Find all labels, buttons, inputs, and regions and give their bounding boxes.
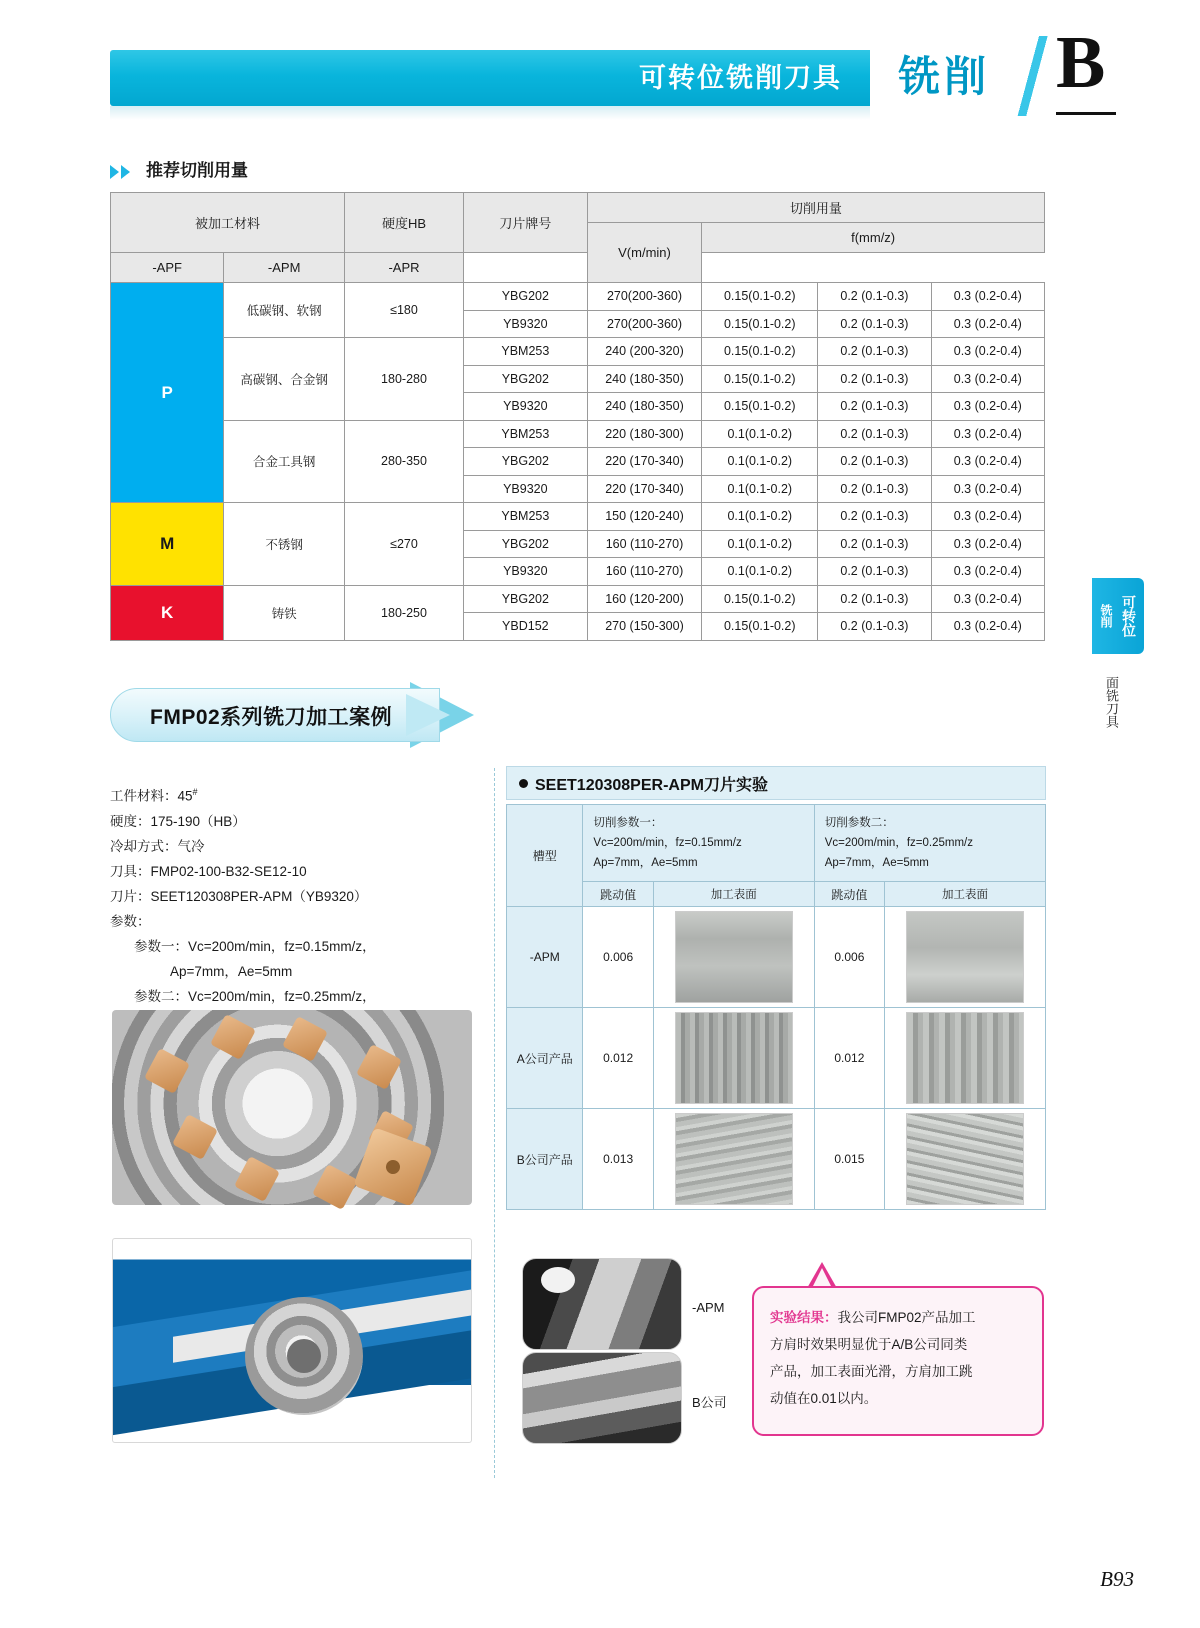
row-surface1-1 — [653, 1008, 814, 1109]
table-row — [111, 503, 1045, 531]
th-hardness: 硬度HB — [345, 193, 464, 253]
section-title: 推荐切削用量 — [146, 161, 248, 180]
group-code-P: P — [111, 283, 224, 503]
banner-title: FMP02系列铣刀加工案例 — [150, 706, 393, 729]
cell-apr: 0.3 (0.2-0.4) — [931, 585, 1044, 613]
cell-apm: 0.2 (0.1-0.3) — [818, 613, 931, 641]
cell-hardness: ≤270 — [345, 503, 464, 586]
cell-apm: 0.2 (0.1-0.3) — [818, 283, 931, 311]
cell-grade: YBM253 — [463, 503, 587, 531]
cell-apm: 0.2 (0.1-0.3) — [818, 393, 931, 421]
cell-apf: 0.1(0.1-0.2) — [702, 475, 818, 503]
header-chapter-cn: 铣削 — [898, 53, 991, 100]
cell-grade: YB9320 — [463, 475, 587, 503]
cell-v: 240 (200-320) — [587, 338, 702, 366]
table-row — [111, 338, 1045, 366]
cell-apf: 0.15(0.1-0.2) — [702, 310, 818, 338]
spec-line-tool: 刀具：FMP02-100-B32-SE12-10 — [110, 863, 307, 879]
th-cutting: 切削用量 — [587, 193, 1044, 223]
cell-apm: 0.2 (0.1-0.3) — [818, 530, 931, 558]
experiment-result-callout — [752, 1286, 1044, 1436]
spec-line-insert: 刀片：SEET120308PER-APM（YB9320） — [110, 888, 368, 904]
cell-hardness: 180-280 — [345, 338, 464, 421]
spec-line-param1b: Ap=7mm，Ae=5mm — [170, 963, 293, 979]
row-runout1-1: 0.012 — [583, 1008, 653, 1109]
th-apf: -APF — [111, 253, 224, 283]
row-runout1-0: 0.006 — [583, 907, 653, 1008]
cell-v: 160 (120-200) — [587, 585, 702, 613]
table-header-row-1 — [111, 193, 1045, 223]
cell-v: 150 (120-240) — [587, 503, 702, 531]
group-code-M: M — [111, 503, 224, 586]
cell-material: 低碳钢、软钢 — [224, 283, 345, 338]
cell-v: 220 (170-340) — [587, 475, 702, 503]
experiment-subheader-row — [507, 882, 1046, 907]
vertical-divider — [494, 768, 495, 1478]
callout-heading: 实验结果： — [770, 1310, 838, 1325]
table-header-row-3 — [111, 253, 1045, 283]
cell-grade: YBG202 — [463, 365, 587, 393]
cell-apr: 0.3 (0.2-0.4) — [931, 393, 1044, 421]
side-tab[interactable] — [1092, 578, 1144, 654]
cell-material: 高碳钢、合金钢 — [224, 338, 345, 421]
cell-apf: 0.1(0.1-0.2) — [702, 420, 818, 448]
cell-apr: 0.3 (0.2-0.4) — [931, 530, 1044, 558]
cell-apm: 0.2 (0.1-0.3) — [818, 365, 931, 393]
row-surface2-1 — [885, 1008, 1046, 1109]
banner-arrow-inner-icon — [406, 694, 450, 736]
cell-v: 240 (180-350) — [587, 365, 702, 393]
page-number: B93 — [1100, 1567, 1134, 1591]
experiment-title: SEET120308PER-APM刀片实验 — [535, 776, 768, 794]
cell-material: 铸铁 — [224, 585, 345, 640]
side-tab-line2: 可转位 — [1121, 595, 1137, 637]
cell-grade: YBM253 — [463, 338, 587, 366]
table-row — [111, 420, 1045, 448]
table-row — [507, 907, 1046, 1008]
company-b-sample-photo — [522, 1352, 682, 1444]
cell-apm: 0.2 (0.1-0.3) — [818, 310, 931, 338]
cell-apr: 0.3 (0.2-0.4) — [931, 448, 1044, 476]
subheader-surface-1: 加工表面 — [653, 882, 814, 907]
header-chapter-letter: B — [1056, 22, 1106, 104]
table-row — [507, 1008, 1046, 1109]
cell-apr: 0.3 (0.2-0.4) — [931, 338, 1044, 366]
cell-grade: YBM253 — [463, 420, 587, 448]
cell-v: 220 (180-300) — [587, 420, 702, 448]
cell-apr: 0.3 (0.2-0.4) — [931, 613, 1044, 641]
face-mill-photo — [112, 1010, 472, 1205]
cell-grade: YBG202 — [463, 585, 587, 613]
spec-line-material: 工件材料：45# — [110, 787, 198, 804]
row-runout2-0: 0.006 — [814, 907, 884, 1008]
cell-grade: YBD152 — [463, 613, 587, 641]
callout-line-3: 动值在0.01以内。 — [770, 1391, 878, 1406]
insert-closeup — [353, 1127, 432, 1206]
th-f: f(mm/z) — [702, 223, 1045, 253]
cell-v: 160 (110-270) — [587, 558, 702, 586]
side-tab-line1: 铣削 — [1099, 604, 1113, 628]
cell-grade: YB9320 — [463, 310, 587, 338]
cell-grade: YBG202 — [463, 530, 587, 558]
cell-apm: 0.2 (0.1-0.3) — [818, 420, 931, 448]
experiment-groove-label: 槽型 — [507, 805, 583, 907]
header-title: 可转位铣削刀具 — [639, 63, 842, 93]
row-surface2-2 — [885, 1109, 1046, 1210]
cell-hardness: 280-350 — [345, 420, 464, 503]
cell-apm: 0.2 (0.1-0.3) — [818, 558, 931, 586]
cell-grade: YBG202 — [463, 448, 587, 476]
row-runout2-1: 0.012 — [814, 1008, 884, 1109]
row-name-2: B公司产品 — [507, 1109, 583, 1210]
machining-demo-photo — [112, 1238, 472, 1443]
cell-grade: YB9320 — [463, 558, 587, 586]
table-row — [111, 585, 1045, 613]
cell-material: 合金工具钢 — [224, 420, 345, 503]
cell-apf: 0.1(0.1-0.2) — [702, 530, 818, 558]
row-name-1: A公司产品 — [507, 1008, 583, 1109]
cell-grade: YBG202 — [463, 283, 587, 311]
group-code-K: K — [111, 585, 224, 640]
cell-apm: 0.2 (0.1-0.3) — [818, 585, 931, 613]
cell-apf: 0.15(0.1-0.2) — [702, 338, 818, 366]
cell-apr: 0.3 (0.2-0.4) — [931, 475, 1044, 503]
subheader-runout-1: 跳动值 — [583, 882, 653, 907]
cell-v: 160 (110-270) — [587, 530, 702, 558]
row-runout1-2: 0.013 — [583, 1109, 653, 1210]
callout-line-0: 我公司FMP02产品加工 — [837, 1310, 976, 1325]
callout-line-2: 产品，加工表面光滑，方肩加工跳 — [770, 1364, 973, 1379]
table-row — [507, 1109, 1046, 1210]
cell-apf: 0.15(0.1-0.2) — [702, 393, 818, 421]
page-header — [0, 0, 1200, 130]
header-bar-shadow — [110, 106, 870, 120]
cell-apm: 0.2 (0.1-0.3) — [818, 448, 931, 476]
cell-apf: 0.1(0.1-0.2) — [702, 448, 818, 476]
subheader-runout-2: 跳动值 — [814, 882, 884, 907]
spec-line-param2: 参数二：Vc=200m/min，fz=0.25mm/z， — [134, 988, 376, 1004]
spec-line-params: 参数： — [110, 913, 151, 929]
th-material: 被加工材料 — [111, 193, 345, 253]
experiment-param1-cell: 切削参数一： Vc=200m/min，fz=0.15mm/z Ap=7mm，Ae=5mm — [583, 805, 814, 882]
apm-sample-photo — [522, 1258, 682, 1350]
cell-apm: 0.2 (0.1-0.3) — [818, 503, 931, 531]
subheader-surface-2: 加工表面 — [885, 882, 1046, 907]
spec-line-cooling: 冷却方式：气冷 — [110, 838, 205, 854]
case-spec-list — [110, 780, 490, 1034]
bullet-dot-icon — [519, 779, 528, 788]
cell-grade: YB9320 — [463, 393, 587, 421]
cell-apr: 0.3 (0.2-0.4) — [931, 420, 1044, 448]
cell-apr: 0.3 (0.2-0.4) — [931, 558, 1044, 586]
cell-apf: 0.15(0.1-0.2) — [702, 283, 818, 311]
th-v: V(m/min) — [587, 223, 702, 283]
cell-hardness: ≤180 — [345, 283, 464, 338]
row-name-0: -APM — [507, 907, 583, 1008]
cell-apf: 0.15(0.1-0.2) — [702, 585, 818, 613]
th-apm: -APM — [224, 253, 345, 283]
cell-apf: 0.15(0.1-0.2) — [702, 365, 818, 393]
cell-apr: 0.3 (0.2-0.4) — [931, 365, 1044, 393]
table-row — [111, 283, 1045, 311]
cell-v: 270(200-360) — [587, 310, 702, 338]
apm-sample-label: -APM — [692, 1300, 725, 1315]
experiment-panel — [506, 766, 1046, 1210]
case-banner — [110, 688, 540, 742]
cell-apm: 0.2 (0.1-0.3) — [818, 338, 931, 366]
cell-apr: 0.3 (0.2-0.4) — [931, 310, 1044, 338]
experiment-title-bar — [506, 766, 1046, 800]
cell-v: 220 (170-340) — [587, 448, 702, 476]
cell-apm: 0.2 (0.1-0.3) — [818, 475, 931, 503]
header-underline — [1056, 112, 1116, 115]
callout-line-1: 方肩时效果明显优于A/B公司同类 — [770, 1337, 968, 1352]
row-surface1-2 — [653, 1109, 814, 1210]
cell-apf: 0.15(0.1-0.2) — [702, 613, 818, 641]
company-b-sample-label: B公司 — [692, 1395, 727, 1410]
row-surface1-0 — [653, 907, 814, 1008]
side-tab-sub: 面铣刀具 — [1104, 676, 1119, 728]
cell-material: 不锈钢 — [224, 503, 345, 586]
cell-v: 240 (180-350) — [587, 393, 702, 421]
row-surface2-0 — [885, 907, 1046, 1008]
experiment-param-header-row — [507, 805, 1046, 882]
header-slash-icon — [1012, 36, 1052, 116]
cell-v: 270 (150-300) — [587, 613, 702, 641]
th-apr: -APR — [345, 253, 464, 283]
cell-apr: 0.3 (0.2-0.4) — [931, 283, 1044, 311]
cell-hardness: 180-250 — [345, 585, 464, 640]
cell-v: 270(200-360) — [587, 283, 702, 311]
experiment-param2-cell: 切削参数二： Vc=200m/min，fz=0.25mm/z Ap=7mm，Ae=5mm — [814, 805, 1045, 882]
cell-apf: 0.1(0.1-0.2) — [702, 503, 818, 531]
cutting-data-table — [110, 192, 1045, 641]
th-grade: 刀片牌号 — [463, 193, 587, 253]
section-arrow-icon — [110, 162, 144, 180]
cell-apr: 0.3 (0.2-0.4) — [931, 503, 1044, 531]
row-runout2-2: 0.015 — [814, 1109, 884, 1210]
spec-line-param1: 参数一：Vc=200m/min，fz=0.15mm/z， — [134, 938, 376, 954]
cell-apf: 0.1(0.1-0.2) — [702, 558, 818, 586]
experiment-table — [506, 804, 1046, 1210]
spec-line-hardness: 硬度：175-190（HB） — [110, 813, 246, 829]
